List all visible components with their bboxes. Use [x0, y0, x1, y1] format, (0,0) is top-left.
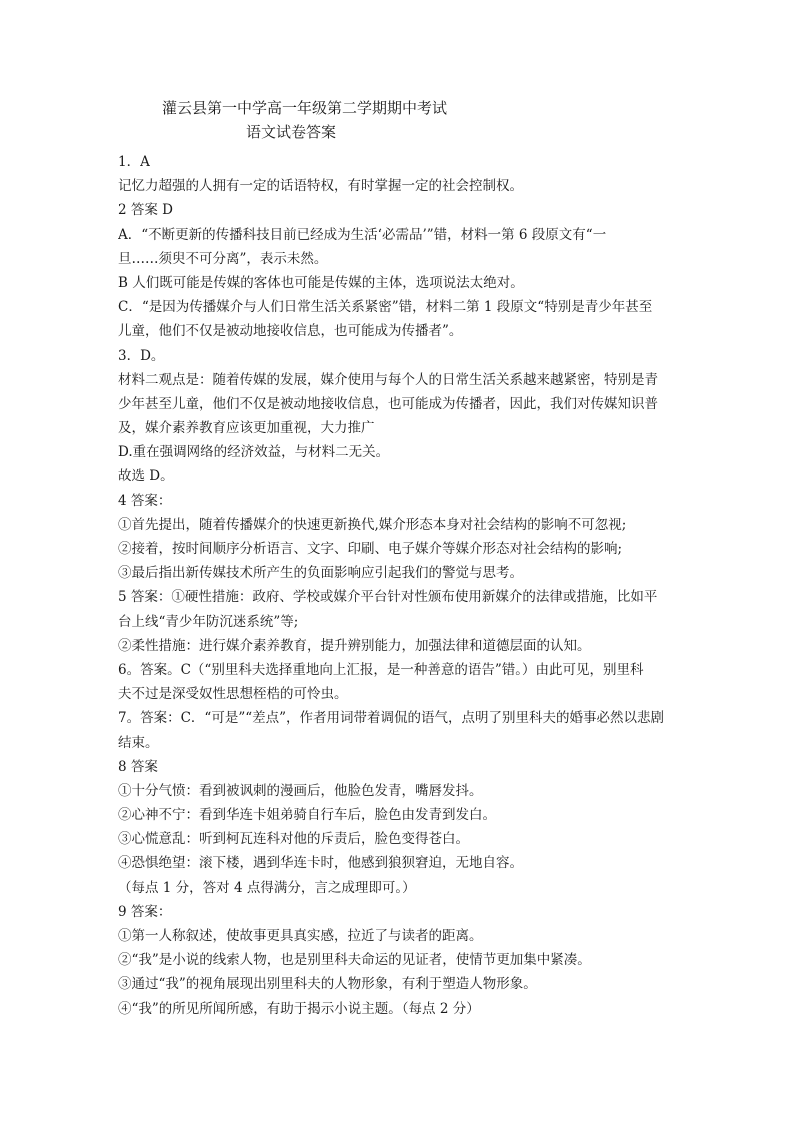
answer-line: D.重在强调网络的经济效益，与材料二无关。: [118, 444, 390, 461]
answer-line: ④恐惧绝望：滚下楼，遇到华连卡时，他感到狼狈窘迫，无地自容。: [118, 855, 523, 872]
answer-line: 台上线“青少年防沉迷系统”等;: [118, 613, 299, 630]
answer-line: ③通过“我”的视角展现出别里科夫的人物形象，有利于塑造人物形象。: [118, 976, 537, 993]
answer-line: A．“不断更新的传播科技目前已经成为生活‘必需品’”错，材料一第 6 段原文有“一: [118, 226, 607, 243]
answer-line: 儿童，他们不仅是被动地接收信息，也可能成为传播者”。: [118, 323, 463, 340]
answer-line: 5 答案：①硬性措施：政府、学校或媒介平台针对性颁布使用新媒介的法律或措施，比如平: [118, 589, 658, 606]
answer-line: 1．A: [118, 154, 150, 170]
answer-line: （每点 1 分，答对 4 点得满分，言之成理即可。）: [118, 879, 416, 896]
answer-line: 8 答案: [118, 758, 158, 775]
answer-line: C．“是因为传播媒介与人们日常生活关系紧密”错，材料二第 1 段原文“特别是青少年甚至: [118, 299, 653, 316]
answer-line: 7。答案：C．“可是”“差点”，作者用词带着调侃的语气，点明了别里科夫的婚事必然以悲剧: [118, 710, 665, 727]
document-subtitle: 语文试卷答案: [246, 123, 337, 141]
answer-line: 6。答案。C（“别里科夫选择重地向上汇报，是一种善意的语告”错。）由此可见，别里科: [118, 661, 644, 678]
answer-line: 少年甚至儿童，他们不仅是被动地接收信息，也可能成为传播者，因此，我们对传媒知识普: [118, 395, 658, 412]
answer-line: B 人们既可能是传媒的客体也可能是传媒的主体，选项说法太绝对。: [118, 274, 524, 291]
answer-line: 材料二观点是：随着传媒的发展，媒介使用与每个人的日常生活关系越来越紧密，特别是青: [118, 371, 658, 388]
answer-line: ①十分气愤：看到被讽刺的漫画后，他脸色发青，嘴唇发抖。: [118, 782, 483, 799]
answer-line: 2 答案 D: [118, 202, 173, 219]
answer-line: ①第一人称叙述，使故事更具真实感，拉近了与读者的距离。: [118, 928, 483, 944]
answer-line: ②心神不宁：看到华连卡姐弟骑自行车后，脸色由发青到发白。: [118, 807, 496, 824]
answer-line: 结束。: [118, 734, 159, 751]
answer-line: 4 答案：: [118, 492, 172, 509]
document-title: 灌云县第一中学高一年级第二学期期中考试: [162, 99, 448, 117]
answer-line: ③心慌意乱：听到柯瓦连科对他的斥责后，脸色变得苍白。: [118, 831, 469, 848]
answer-content: [118, 150, 678, 1021]
answer-line: ③最后指出新传媒技术所产生的负面影响应引起我们的警觉与思考。: [118, 565, 523, 582]
answer-line: 9 答案：: [118, 903, 172, 920]
answer-line: 及，媒介素养教育应该更加重视，大力推广: [118, 420, 375, 437]
answer-line: 3．D。: [118, 347, 165, 364]
answer-line: 夫不过是深受奴性思想桎梏的可怜虫。: [118, 686, 348, 703]
answer-line: ②柔性措施：进行媒介素养教育，提升辨别能力，加强法律和道德层面的认知。: [118, 637, 591, 654]
answer-line: ②接着，按时间顺序分析语言、文字、印刷、电子媒介等媒介形态对社会结构的影响;: [118, 541, 623, 557]
answer-line: ②“我”是小说的线索人物，也是别里科夫命运的见证者，使情节更加集中紧凑。: [118, 952, 591, 969]
answer-line: 记忆力超强的人拥有一定的话语特权，有时掌握一定的社会控制权。: [118, 178, 523, 195]
answer-line: ①首先提出，随着传播媒介的快速更新换代,媒介形态本身对社会结构的影响不可忽视;: [118, 516, 627, 533]
answer-line: 旦……须臾不可分离”，表示未然。: [118, 250, 328, 267]
answer-line: ④“我”的所见所闻所感，有助于揭示小说主题。（每点 2 分）: [118, 1000, 480, 1017]
answer-line: 故选 D。: [118, 468, 174, 485]
